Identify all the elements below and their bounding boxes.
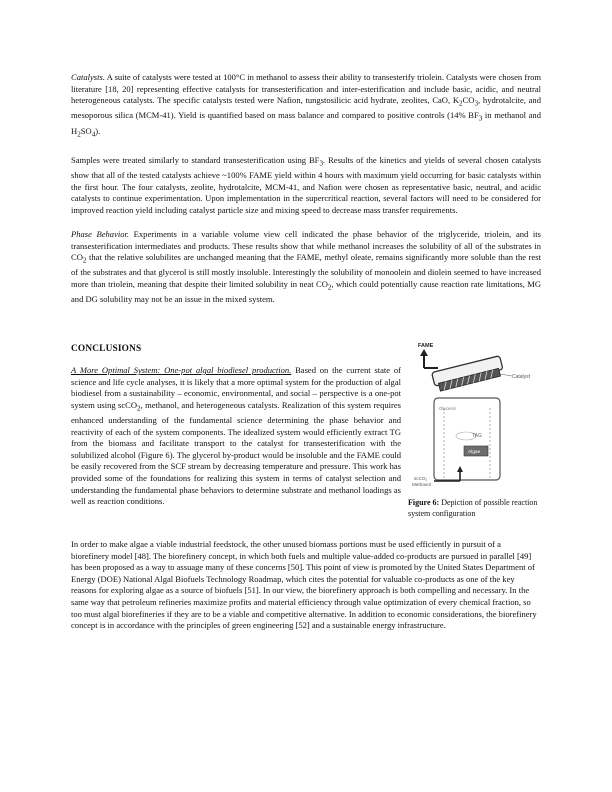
optimal-system-paragraph [71,365,401,508]
figure-caption-label: Figure 6: [408,498,440,507]
algae-label: Algae [468,450,481,455]
conclusions-text: , methanol, and heterogeneous catalysts. Realization of this system requires enhanced understanding of the fundamental science determining the phase behavior and reactivity of each of the system components. The idealized system would efficiently extract TG from the biomass and facilitate transport to the catalyst for transesterification with the solubilized alcohol (Figure 6). The glycerol by-product would be insoluble and the FAME could be easily recovered from the SCF stream by decreasing temperature and pressure. This work has provided some of the foundations for realizing this system in terms of catalyst selection and understanding the fundamental phase behaviors to determine substrate and methanol loadings as well as reaction conditions. [71,399,401,507]
subscript: 4 [91,130,96,139]
subscript: 2 [459,99,463,108]
subscript: 3 [474,99,479,108]
fame-label: FAME [418,343,434,349]
phase-text: that the relative solubilites are unchanged meaning that the FAME, methyl oleate, remains significantly more soluble than the rest of the substrates and that glycerol is still mostly insoluble. Interestingly the solubility of monoolein and diolein seemed to have increased more than triolein, meaning that despite their limited solubility in neat CO [71,252,541,290]
phase-text: Experiments in a variable volume view cell indicated the phase behavior of the triglyceride, triolein, and its transesterification intermediates and products. These results show that while methanol increases the solubility of all of the substrates in CO [71,229,542,263]
tag-label: TAG [472,433,482,439]
glycerol-label: Glycerol [439,406,456,411]
optimal-system-label: A More Optimal System: One-pot algal biodiesel production. [71,365,292,375]
catalysts-text: A suite of catalysts were tested at 100°C in methanol to assess their ability to transesterify triolein. Catalysts were chosen from literature [18, 20] representing effective catalysts for transesterification and inter-esterification and include basic, acidic, and neutral heterogeneous catalysts. The specific catalysts tested were Nafion, tungstosilicic acid hydrate, zeolites, CaO, K [71,72,541,106]
catalysts-text: CO [462,95,475,106]
catalysts-text: , hydrotalcite, and mesoporous silica (MCM-41). Yield is quantified based on mass balance and compared to positive controls (14% BF [71,95,541,121]
subscript: 3 [478,115,483,124]
catalyst-label: Catalyst [512,374,531,380]
catalyst-lid [432,356,505,392]
biorefinery-paragraph: In order to make algae a viable industrial feedstock, the other unused biomass portions must be used efficiently in pursuit of a biorefinery model [48]. The biorefinery concept, in which both fuels and multiple value-added co-products are pursued in parallel [49] has been proposed as a way to assuage many of these concerns [50]. This point of view is promoted by the United States Department of Energy (DOE) National Algal Biofuels Technology Roadmap, which cites the potential for valuable co-products as one of the key reasons for exploring algae as a source of biofuels [51]. In our view, the biorefinery approach is both compelling and necessary. In the same way that petroleum refineries maximize profits and material efficiency through value optimization of every chemical fraction, so too must algal biorefineries if they are to be a viable and competitive alternative. In addition to economic considerations, the biorefinery concept is in accordance with the principles of green engineering [52] and a sustainable energy infrastructure. [71,539,537,631]
subscript: 2 [327,283,332,292]
samples-paragraph [71,155,541,217]
phase-behavior-label: Phase Behavior. [71,229,130,239]
catalysts-label: Catalysts. [71,72,105,82]
catalysts-text: in methanol and H [71,110,541,136]
samples-text: Samples were treated similarly to standard transesterification using BF [71,155,320,165]
subscript: 3 [319,159,324,168]
figure-caption [408,498,548,519]
phase-text: , which could potentially cause reaction rate limitations, MG and DG solubility may not be an issue in the mixed system. [71,279,541,305]
reactor-diagram [408,340,554,500]
subscript: 2 [137,404,141,413]
conclusions-heading: CONCLUSIONS [71,344,142,354]
subscript: 2 [82,256,87,265]
samples-text: . Results of the kinetics and yields of several chosen catalysts show that all of the tested catalysts achieve ~100% FAME yield within 4 hours with maximum yield occurring for basic catalysts within the first hour. The four catalysts, zeolite, hydrotalcite, MCM-41, and Nafion were chosen as representative basic, neutral, and acidic catalysts to continue experimentation. Upon implementation in the supercritical reaction, several factors will need to be considered for improved reaction yield including catalyst particle size and mixing speed to decrease mass transfer requirements. [71,155,541,216]
phase-behavior-paragraph [71,229,541,306]
subscript: 2 [77,130,81,139]
methanol-label: Methanol [412,482,431,487]
figure-caption-text: Depiction of possible reaction system configuration [408,498,538,518]
catalysts-text: SO [80,125,92,136]
sco2-label: scCO₂ [414,476,428,481]
catalysts-paragraph [71,72,541,141]
catalyst-pointer-line [500,374,512,376]
reaction-system-figure [408,340,554,520]
catalysts-text: ). [95,125,101,136]
conclusions-text: Based on the current state of science and life cycle analyses, it is likely that a more optimal system for the production of algal biodiesel from a sustainability – economic, environmental, and social – perspective is a one-pot system using scCO [71,365,401,410]
fame-arrow-icon [420,349,428,356]
